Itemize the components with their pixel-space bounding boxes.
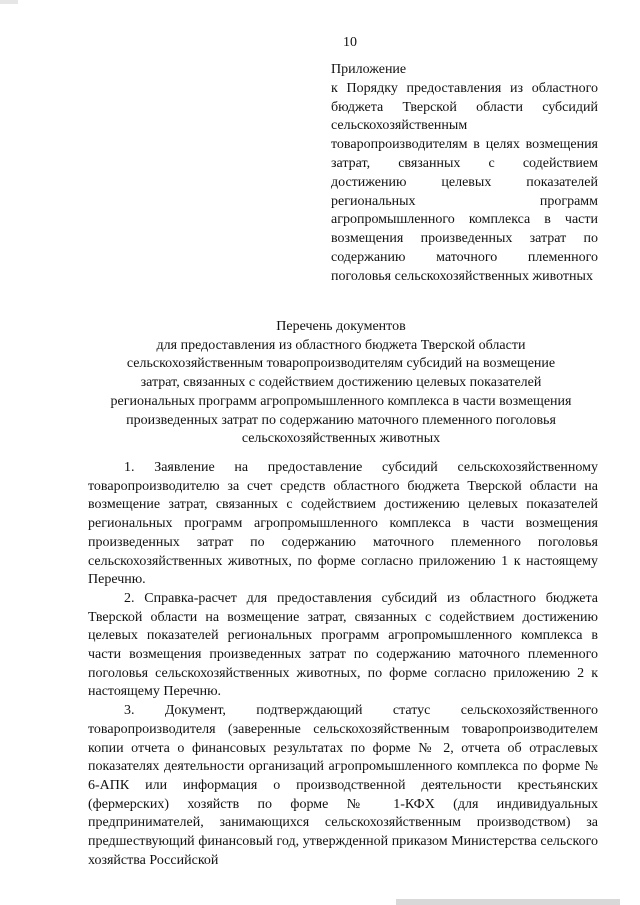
document-title-line: сельскохозяйственных животных xyxy=(241,431,441,447)
document-title-line: затрат, связанных с содействием достижению целевых показателей xyxy=(140,375,542,391)
document-title-line: региональных программ агропромышленного комплекса в части возмещения xyxy=(110,393,572,409)
appendix-title: Приложение xyxy=(331,62,407,77)
document-title-heading: Перечень документов xyxy=(276,319,406,334)
page-number: 10 xyxy=(343,35,357,50)
document-title-line: произведенных затрат по содержанию маточного племенного поголовья xyxy=(126,412,556,428)
appendix-text: к Порядку предоставления из областного бюджета Тверской области субсидий сельскохозяйственным товаропроизводителям в целях возмещения затрат, связанных с содействием достижению целевых показателей региональных программ агропромышленного комплекса в части возмещения произведенных затрат по содержанию маточного племенного поголовья сельскохозяйственных животных xyxy=(331,80,598,284)
list-item-2: 2. Справка-расчет для предоставления субсидий из областного бюджета Тверской области на возмещение затрат, связанных с содействием достижению целевых показателей региональных программ агропромышленного комплекса в части возмещения произведенных затрат по содержанию маточного племенного поголовья сельскохозяйственных животных, по форме согласно приложению 2 к настоящему Перечню. xyxy=(88,590,598,700)
scan-edge-mark-bottom xyxy=(396,899,620,905)
document-title-line: сельскохозяйственным товаропроизводителям субсидий на возмещение xyxy=(126,356,556,372)
list-item-1: 1. Заявление на предоставление субсидий сельскохозяйственному товаропроизводителю за счет средств областного бюджета Тверской области на возмещение затрат, связанных с содействием достижению целевых показателей региональных программ агропромышленного комплекса в части возмещения произведенных затрат по содержанию маточного племенного поголовья сельскохозяйственных животных, по форме согласно приложению 1 к настоящему Перечню. xyxy=(88,460,598,588)
list-item-3: 3. Документ, подтверждающий статус сельскохозяйственного товаропроизводителя (заверенные сельскохозяйственным товаропроизводителем копии отчета о финансовых результатах по форме № 2, отчета об отраслевых показателях деятельности организаций агропромышленного комплекса по форме № 6-АПК или информация о производственной деятельности крестьянских (фермерских) хозяйств по форме № 1-КФХ (для индивидуальных предпринимателей, занимающихся сельскохозяйственным производством) за предшествующий финансовый год, утвержденной приказом Министерства сельского хозяйства Российской xyxy=(88,703,598,868)
document-body xyxy=(88,459,598,870)
document-title-line: для предоставления из областного бюджета Тверской области xyxy=(156,337,526,353)
document-title xyxy=(85,318,597,449)
scan-edge-mark xyxy=(0,0,18,4)
appendix-block xyxy=(331,61,598,287)
